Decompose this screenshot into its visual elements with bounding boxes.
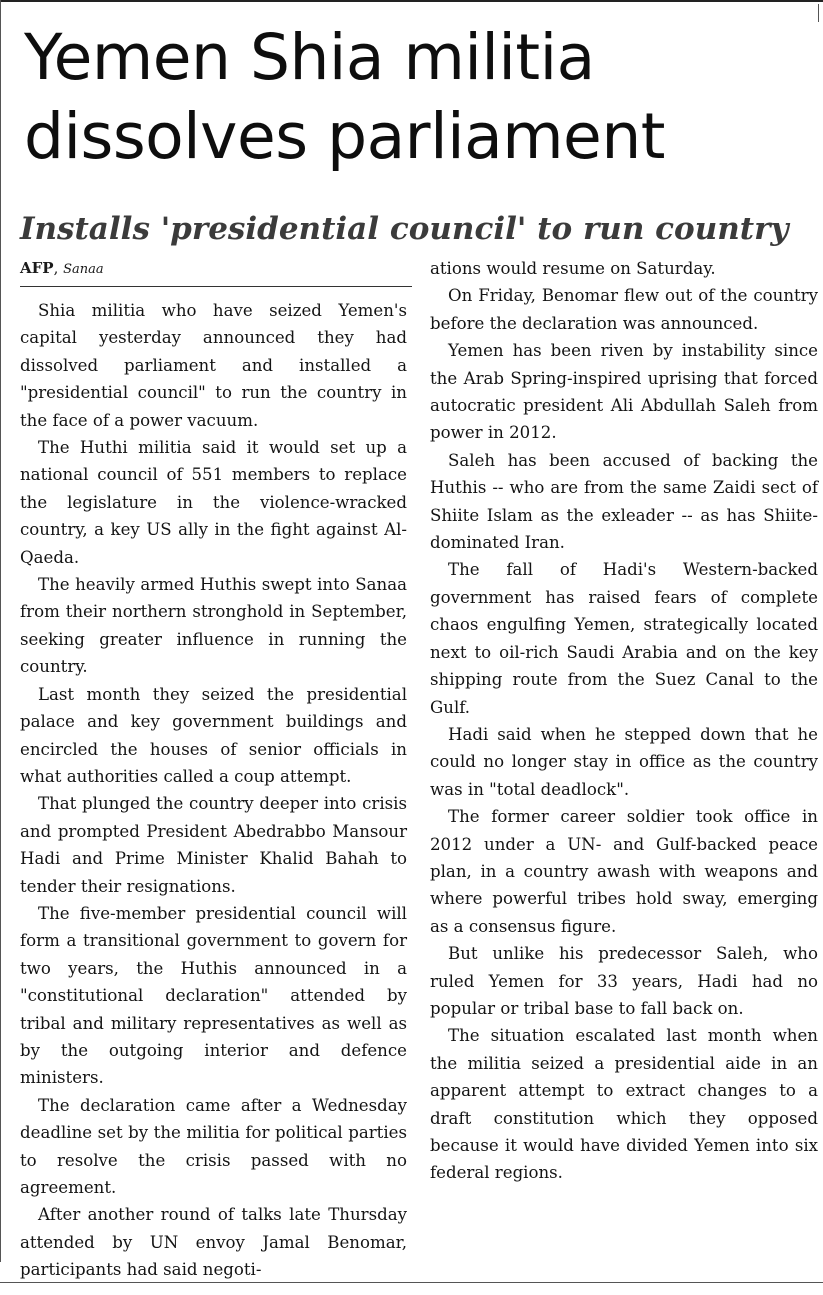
article-column-1 [20, 297, 407, 1284]
paragraph: The situation escalated last month when the militia seized a presidential aide in an apparent attempt to extract changes to a draft constitution which they opposed because it would have divided Yemen into six federal regions. [430, 1026, 818, 1183]
right-edge-rule [818, 4, 819, 22]
subheadline: Installs 'presidential council' to run country [20, 211, 789, 247]
paragraph: The declaration came after a Wednesday deadline set by the militia for political parties to resolve the crisis passed with no agreement. [20, 1095, 407, 1197]
paragraph: The five-member presidential council will form a transitional government to govern for two years, the Huthis announced in a "constitutional declaration" attended by tribal and military representatives as well as by the outgoing interior and defence ministers. [20, 903, 407, 1088]
paragraph-continuation: ations would resume on Saturday. [430, 259, 716, 278]
paragraph: Last month they seized the presidential palace and key government buildings and encircled the houses of senior officials in what authorities called a coup attempt. [20, 684, 407, 786]
byline-agency: AFP [20, 259, 54, 277]
headline: Yemen Shia militia dissolves parliament [24, 21, 665, 173]
byline-city: Sanaa [63, 262, 104, 277]
top-rule [0, 0, 823, 2]
paragraph: Yemen has been riven by instability since the Arab Spring-inspired uprising that forced autocratic president Ali Abdullah Saleh from power in 2012. [430, 341, 818, 443]
paragraph: The Huthi militia said it would set up a national council of 551 members to replace the legislature in the violence-wracked country, a key US ally in the fight against Al-Qaeda. [20, 438, 407, 567]
paragraph: On Friday, Benomar flew out of the country before the declaration was announced. [430, 286, 818, 333]
paragraph: But unlike his predecessor Saleh, who ruled Yemen for 33 years, Hadi had no popular or tribal base to fall back on. [430, 944, 818, 1018]
paragraph: Shia militia who have seized Yemen's capital yesterday announced they had dissolved parliament and installed a "presidential council" to run the country in the face of a power vacuum. [20, 301, 407, 430]
paragraph: Saleh has been accused of backing the Huthis -- who are from the same Zaidi sect of Shiite Islam as the exleader -- as has Shiite-dominated Iran. [430, 450, 818, 553]
byline [20, 256, 412, 287]
paragraph: The former career soldier took office in 2012 under a UN- and Gulf-backed peace plan, in a country awash with weapons and where powerful tribes hold sway, emerging as a consensus figure. [430, 807, 818, 936]
paragraph: That plunged the country deeper into crisis and prompted President Abedrabbo Mansour Hadi and Prime Minister Khalid Bahah to tender their resignations. [20, 794, 407, 896]
article-column-2 [430, 255, 818, 1187]
paragraph: Hadi said when he stepped down that he could no longer stay in office as the country was in "total deadlock". [430, 724, 818, 799]
byline-separator: , [53, 259, 59, 277]
paragraph: After another round of talks late Thursday attended by UN envoy Jamal Benomar, participants had said negoti- [20, 1205, 407, 1280]
paragraph: The fall of Hadi's Western-backed government has raised fears of complete chaos engulfing Yemen, strategically located next to oil-rich Saudi Arabia and on the key shipping route from the Suez Canal to the Gulf. [430, 560, 818, 717]
left-column-rule [0, 0, 1, 1262]
paragraph: The heavily armed Huthis swept into Sanaa from their northern stronghold in September, seeking greater influence in running the country. [20, 575, 407, 677]
